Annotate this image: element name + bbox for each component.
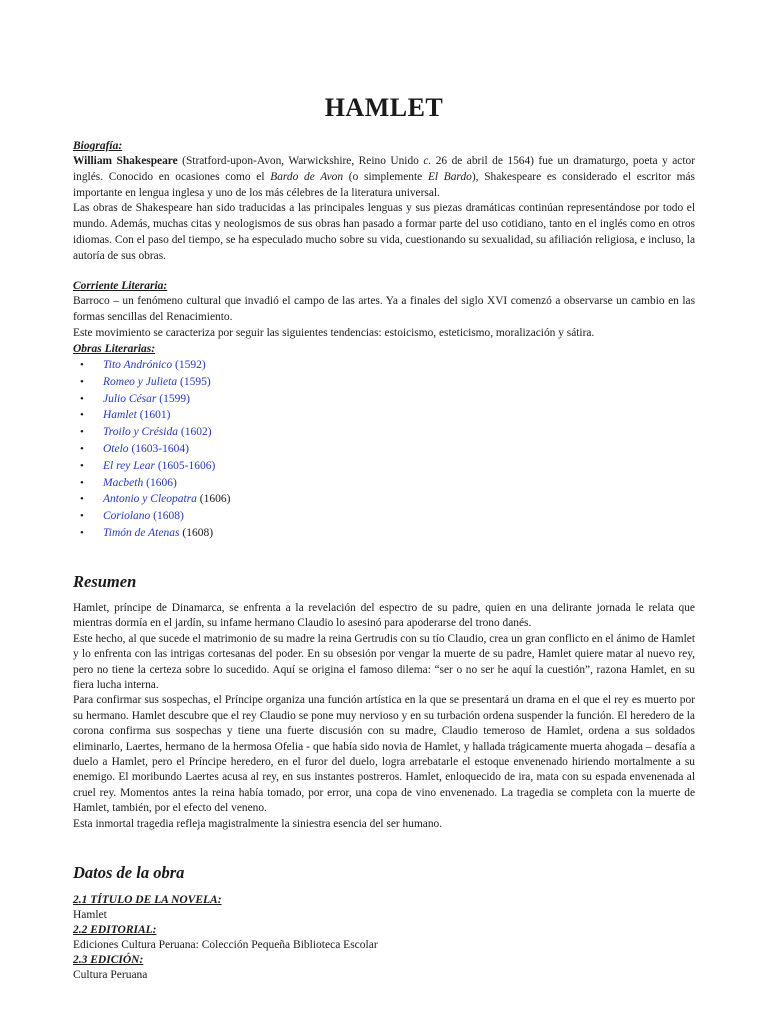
biography-paragraph-1 xyxy=(73,154,695,201)
list-item: • Julio César (1599) xyxy=(73,391,695,408)
section-2-1-label: 2.1 TÍTULO DE LA NOVELA: xyxy=(73,894,222,906)
literary-works-section xyxy=(73,342,695,542)
summary-paragraph-3: Para confirmar sus sospechas, el Príncipe organiza una función artística en la que se presentará un drama en el que el rey es muerto por su hermano. Hamlet descubre que el rey Claudio se pone muy nervioso y en su turbación ordena suspender la función. El heredero de la corona confirma sus sospechas y tiene una fuerte discusión con su madre, Claudio temeroso de Hamlet, ordena a sus soldados eliminarlo, Laertes, hermano de la hermosa Ofelia - que había sido novia de Hamlet, y hallada trágicamente muerta ahogada – desafía a duelo a Hamlet, pero el Príncipe heredero, en el furor del duelo, logra arrebatarle el estoque envenenado hiriendo mortalmente a su enemigo. El moribundo Laertes acusa al rey, en sus instantes postreros. Hamlet, enloquecido de ira, mata con su espada envenenada al cruel rey. Momentos antes la reina había tomado, por error, una copa de vino envenenado. La tragedia se completa con la muerte de Hamlet, también, por el efecto del veneno. xyxy=(73,694,695,815)
author-name: William Shakespeare xyxy=(73,155,178,167)
work-link[interactable]: El rey Lear xyxy=(103,459,155,472)
current-paragraph-1: Barroco – un fenómeno cultural que invadió el campo de las artes. Ya a finales del siglo XVI comenzó a observarse un cambio en las formas sencillas del Renacimiento. xyxy=(73,295,695,323)
summary-section xyxy=(73,572,695,832)
work-year: 1606 xyxy=(203,493,227,506)
section-2-3-label: 2.3 EDICIÓN: xyxy=(73,954,144,966)
work-link[interactable]: Troilo y Crésida xyxy=(103,426,178,439)
list-item: • Otelo (1603-1604) xyxy=(73,441,695,458)
summary-heading: Resumen xyxy=(73,572,137,591)
literary-current-section xyxy=(73,279,695,341)
biography-label: Biografía: xyxy=(73,140,123,152)
work-link[interactable]: Romeo y Julieta xyxy=(103,375,178,388)
bio-el-bardo: El Bardo xyxy=(427,170,472,183)
list-item: • Hamlet (1601) xyxy=(73,407,695,424)
work-year[interactable]: 1601 xyxy=(143,409,167,422)
page-title: HAMLET xyxy=(324,93,444,122)
work-year[interactable]: 1605-1606 xyxy=(161,459,212,472)
section-2-3-value: Cultura Peruana xyxy=(73,969,148,981)
list-item: • Coriolano (1608) xyxy=(73,508,695,525)
bio-circa: c. xyxy=(423,155,432,167)
bio-text-3: (o simplemente xyxy=(343,170,428,183)
biography-paragraph-2: Las obras de Shakespeare han sido traducidas a las principales lenguas y sus piezas dramáticas continúan representándose por todo el mundo. Además, muchas citas y neologismos de sus obras han pasado a formar parte del uso cotidiano, tanto en el inglés como en otros idiomas. Con el paso del tiempo, se ha especulado mucho sobre su vida, cuestionando su sexualidad, su afiliación religiosa, e incluso, la autoría de sus obras. xyxy=(73,202,695,262)
list-item: • El rey Lear (1605-1606) xyxy=(73,458,695,475)
work-link[interactable]: Macbeth xyxy=(103,476,144,489)
list-item: • Timón de Atenas (1608) xyxy=(73,525,695,542)
summary-paragraph-1: Hamlet, príncipe de Dinamarca, se enfrenta a la revelación del espectro de su padre, quien en una delirante jornada le relata que mientras dormía en el jardín, su infame hermano Claudio lo asesinó para apoderarse del trono danés. xyxy=(73,602,695,630)
work-link[interactable]: Coriolano xyxy=(103,510,151,523)
work-year[interactable]: 1608 xyxy=(157,510,181,523)
work-link[interactable]: Hamlet xyxy=(103,409,137,422)
work-data-section xyxy=(73,863,695,983)
section-2-1-value: Hamlet xyxy=(73,909,107,921)
section-2-2-value: Ediciones Cultura Peruana: Colección Pequeña Biblioteca Escolar xyxy=(73,939,378,951)
list-item: • Antonio y Cleopatra (1606) xyxy=(73,491,695,508)
work-link[interactable]: Julio César xyxy=(103,392,157,405)
work-year[interactable]: 1603-1604 xyxy=(135,442,186,455)
work-year[interactable]: 1592 xyxy=(178,359,202,371)
list-item: • Tito Andrónico (1592) xyxy=(73,357,695,374)
bio-text-4: ), Shakespeare es considerado el escritor más importante en lengua inglesa y uno de los más célebres de la literatura universal. xyxy=(73,170,695,199)
works-list xyxy=(73,357,695,542)
work-link[interactable]: Tito Andrónico xyxy=(103,359,173,371)
work-year: 1608 xyxy=(186,526,210,539)
summary-paragraph-4: Esta inmortal tragedia refleja magistralmente la siniestra esencia del ser humano. xyxy=(73,817,443,830)
list-item: • Romeo y Julieta (1595) xyxy=(73,374,695,391)
current-label: Corriente Literaria: xyxy=(73,280,168,292)
work-year[interactable]: 1606 xyxy=(149,476,173,489)
list-item: • Macbeth (1606) xyxy=(73,475,695,492)
current-paragraph-2: Este movimiento se caracteriza por seguir las siguientes tendencias: estoicismo, esteticismo, moralización y sátira. xyxy=(73,326,595,339)
list-item: • Troilo y Crésida (1602) xyxy=(73,424,695,441)
work-link[interactable]: Antonio y Cleopatra xyxy=(103,493,197,506)
work-year[interactable]: 1595 xyxy=(183,375,207,388)
bio-bardo-avon: Bardo de Avon xyxy=(270,170,344,183)
summary-paragraph-2: Este hecho, al que sucede el matrimonio de su madre la reina Gertrudis con su tío Claudio, crea un gran conflicto en el ánimo de Hamlet y lo enfrenta con las intrigas cortesanas del poder. En su obsesión por vengar la muerte de su padre, Hamlet quiere matar al nuevo rey, pero no tiene la certeza sobre lo sucedido. Aquí se origina el famoso dilema: “ser o no ser he aquí la cuestión”, razona Hamlet, en su fiera lucha interna. xyxy=(73,632,695,692)
work-year[interactable]: 1599 xyxy=(163,392,187,405)
work-link[interactable]: Otelo xyxy=(103,442,129,455)
work-year[interactable]: 1602 xyxy=(184,426,208,439)
work-link[interactable]: Timón de Atenas xyxy=(103,526,180,539)
work-data-heading: Datos de la obra xyxy=(73,863,185,882)
works-label: Obras Literarias: xyxy=(73,343,156,355)
bio-text-1: (Stratford-upon-Avon, Warwickshire, Reino Unido xyxy=(177,155,424,167)
biography-section xyxy=(73,139,695,265)
section-2-2-label: 2.2 EDITORIAL: xyxy=(73,924,157,936)
bio-text-2: 26 de abril de 1564) fue un dramaturgo, poeta y actor inglés. Conocido en ocasiones como el xyxy=(73,155,696,183)
